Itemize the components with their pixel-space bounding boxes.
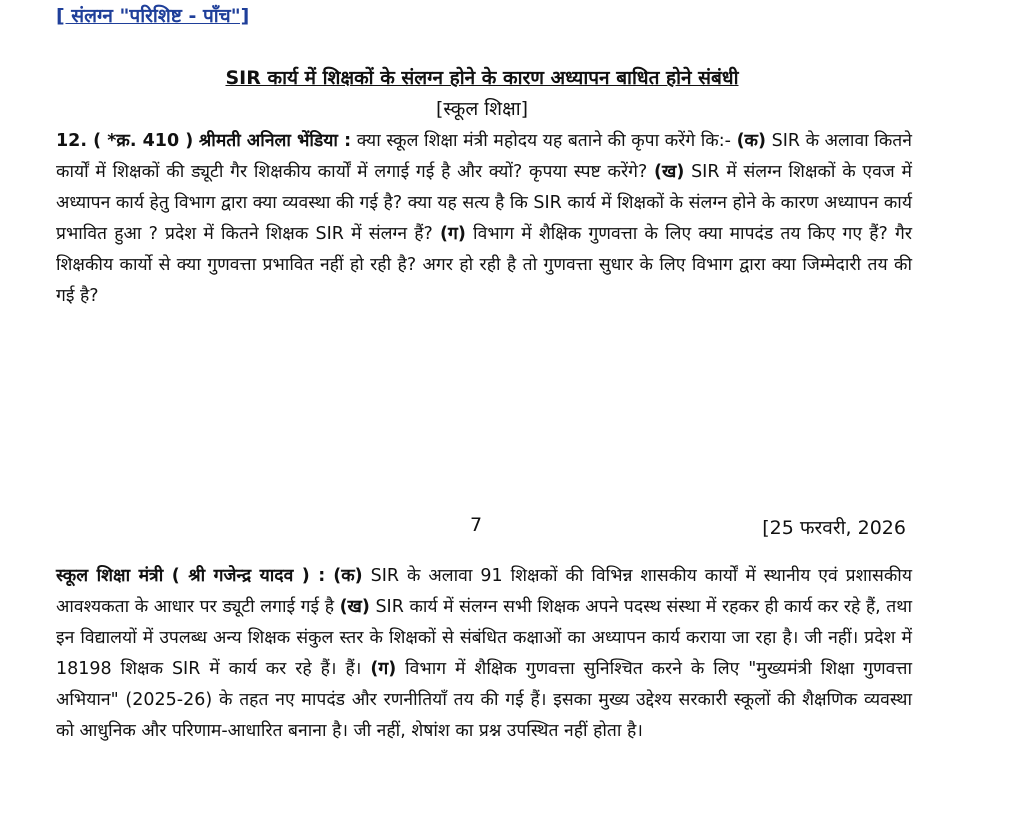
- session-date: [25 फरवरी, 2026: [762, 517, 906, 539]
- questioner-name: श्रीमती अनिला भेंडिया :: [198, 131, 352, 151]
- document-title: SIR कार्य में शिक्षकों के संलग्न होने के कारण अध्यापन बाधित होने संबंधी: [225, 67, 739, 89]
- answer-part-b: SIR कार्य में संलग्न सभी शिक्षक अपने पदस्थ संस्था में रहकर ही कार्य कर रहे हैं, तथा इन विद्यालयों में उपलब्ध अन्य शिक्षक संकुल स्तर के शिक्षकों से संबंधित कक्षाओं का अध्यापन कार्य कराया जा रहा है। जी नहीं। प्रदेश में 18198 शिक्षक SIR में कार्य कर रहे हैं। हैं।: [56, 597, 912, 679]
- answer-part-b-label: (ख): [339, 597, 370, 617]
- question-part-b: SIR में संलग्न शिक्षकों के एवज में अध्यापन कार्य हेतु विभाग द्वारा क्या व्यवस्था की गई है? क्या यह सत्य है कि SIR कार्य में शिक्षकों के संलग्न होने के कारण अध्यापन कार्य प्रभावित हुआ ? प्रदेश में कितने शिक्षक SIR में संलग्न हैं?: [56, 162, 912, 244]
- question-paragraph: [56, 126, 912, 312]
- answer-paragraph: [56, 561, 912, 747]
- page-number: 7: [470, 514, 483, 536]
- question-part-a: SIR के अलावा कितने कार्यों में शिक्षकों की ड्यूटी गैर शिक्षकीय कार्यों में लगाई गई है और क्यों? कृपया स्पष्ट करेंगे?: [56, 131, 912, 182]
- answer-part-a: SIR के अलावा 91 शिक्षकों की विभिन्न शासकीय कार्यों में स्थानीय एवं प्रशासकीय आवश्यकता के आधार पर ड्यूटी लगाई गई है: [56, 566, 912, 617]
- minister-name: स्कूल शिक्षा मंत्री ( श्री गजेन्द्र यादव ) :: [56, 566, 326, 586]
- question-part-a-label: (क): [736, 131, 766, 151]
- department-label: [स्कूल शिक्षा]: [435, 98, 529, 120]
- question-part-c: विभाग में शैक्षिक गुणवत्ता के लिए क्या मापदंड तय किए गए हैं? गैर शिक्षकीय कार्यो से क्या गुणवत्ता प्रभावित नहीं हो रही है? अगर हो रही है तो गुणवत्ता सुधार के लिए विभाग द्वारा क्या जिम्मेदारी तय की गई है?: [56, 224, 912, 306]
- answer-part-a-label: (क): [333, 566, 363, 586]
- answer-part-c: विभाग में शैक्षिक गुणवत्ता सुनिश्चित करने के लिए "मुख्यमंत्री शिक्षा गुणवत्ता अभियान" (2025-26) के तहत नए मापदंड और रणनीतियाँ तय की गई हैं। इसका मुख्य उद्देश्य सरकारी स्कूलों की शैक्षणिक व्यवस्था को आधुनिक और परिणाम-आधारित बनाना है। जी नहीं, शेषांश का प्रश्न उपस्थित नहीं होता है।: [56, 659, 912, 741]
- question-number: 12. ( *क्र. 410 ): [56, 131, 194, 151]
- answer-part-c-label: (ग): [370, 659, 397, 679]
- question-part-b-label: (ख): [654, 162, 685, 182]
- question-part-c-label: (ग): [440, 224, 466, 244]
- annex-reference: [ संलग्न "परिशिष्ट - पाँच"]: [56, 5, 250, 27]
- question-intro: क्या स्कूल शिक्षा मंत्री महोदय यह बताने की कृपा करेंगे कि:-: [351, 131, 737, 151]
